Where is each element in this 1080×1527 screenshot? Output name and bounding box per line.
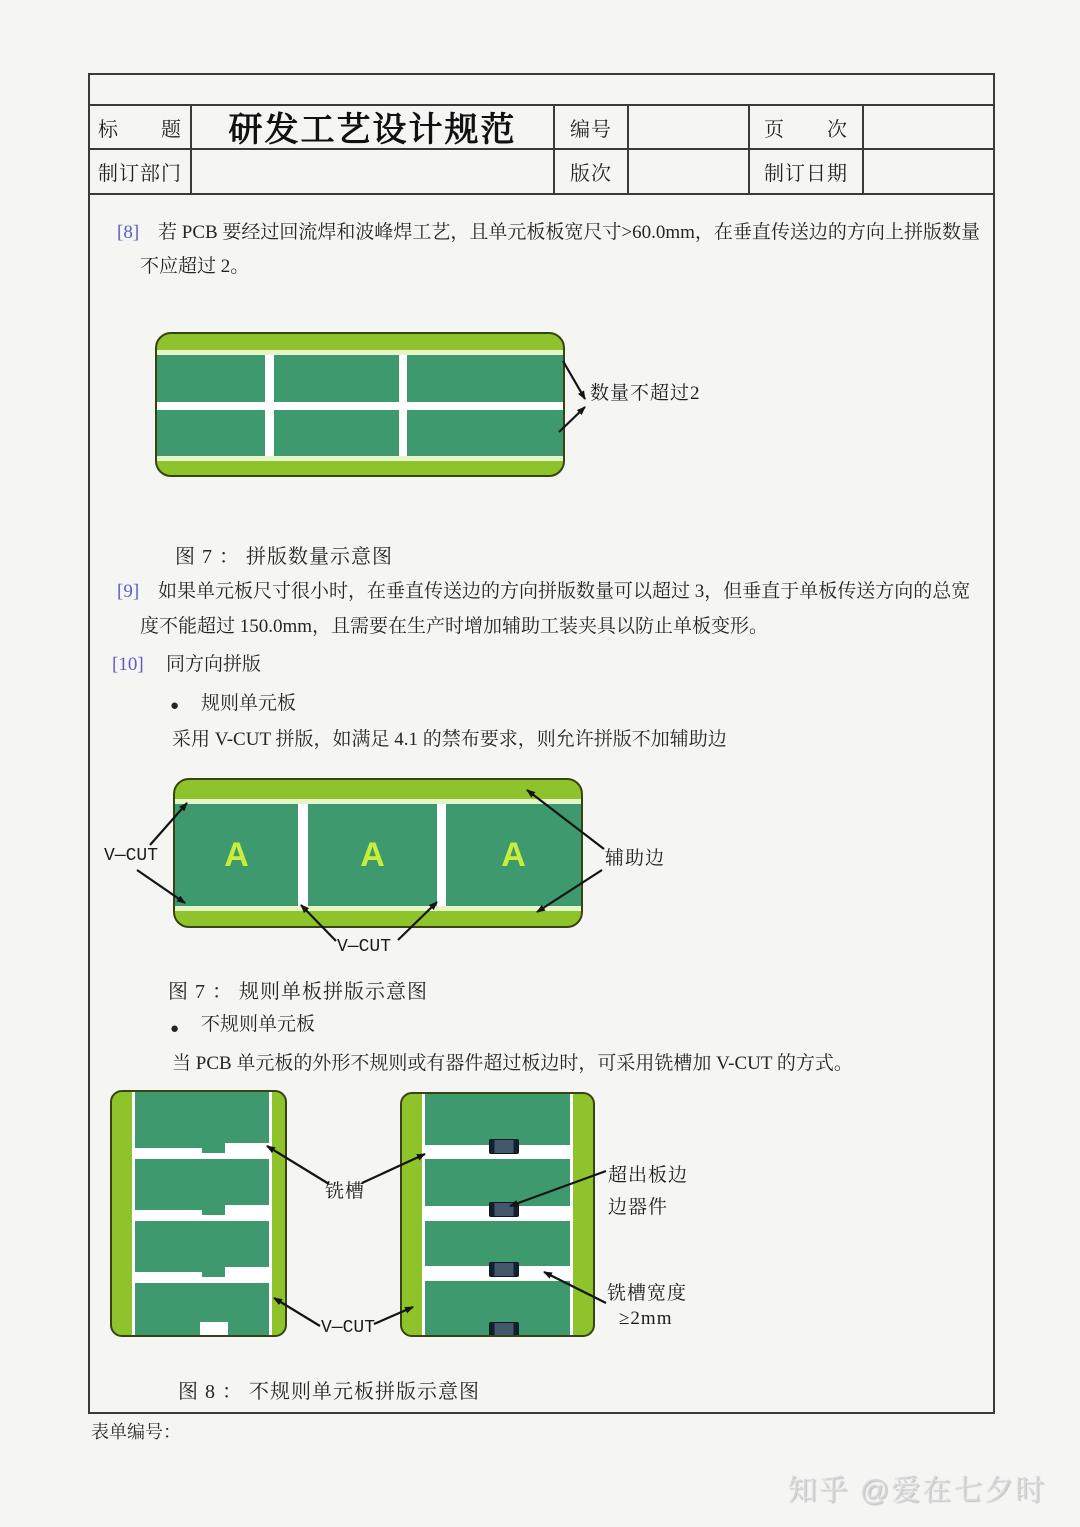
board-tab: [202, 1267, 225, 1277]
board-step: [135, 1205, 207, 1210]
unit-board: [274, 355, 399, 402]
header-rev-value: [629, 150, 748, 193]
diagram2-vcut-left-label: V—CUT: [104, 846, 159, 866]
irregular-rule-text: 当 PCB 单元板的外形不规则或有器件超过板边时，可采用铣槽加 V-CUT 的方式。: [172, 1053, 853, 1074]
header-title-label: 标 题: [98, 118, 182, 141]
diagram2-vcut-bottom-label: V—CUT: [337, 937, 392, 957]
header-page-label: 页 次: [764, 118, 848, 141]
edge-notch: [200, 1322, 228, 1335]
overhanging-component: [489, 1139, 519, 1154]
bullet-regular-label: 规则单元板: [201, 693, 297, 714]
clause-8-number: [8]: [117, 222, 140, 243]
overhanging-component: [489, 1262, 519, 1277]
overhanging-component: [489, 1202, 519, 1217]
clause-9-number: [9]: [117, 581, 140, 602]
header-dept-label: 制订部门: [98, 163, 182, 185]
bullet-icon: ●: [170, 698, 180, 714]
header-date-label: 制订日期: [764, 163, 848, 185]
diagram3-left-pcb-panel: [110, 1090, 287, 1337]
watermark: 知乎 @爱在七夕时: [788, 1475, 1047, 1507]
board-tab: [202, 1143, 225, 1153]
diagram3-right-pcb-panel: [400, 1092, 595, 1337]
diagram3-vcut-label: V—CUT: [321, 1318, 376, 1338]
header-date-value: [864, 150, 993, 193]
diagram3-slot-width-label-line2: ≥2mm: [619, 1308, 673, 1329]
header-no-label: 编号: [570, 118, 612, 141]
figure7b-caption: 图 7 ： 规则单板拼版示意图: [168, 981, 428, 1003]
pale-separator: [157, 456, 563, 461]
clause-10-text: 同方向拼版: [166, 654, 262, 675]
clause-9-line1: 如果单元板尺寸很小时，在垂直传送边的方向拼版数量可以超过 3，但垂直于单板传送方向的总宽: [158, 581, 971, 602]
diagram2-aux-edge-label: 辅助边: [605, 848, 666, 869]
unit-board: [274, 410, 399, 456]
unit-board: [407, 410, 563, 456]
clause-8-line2: 不应超过 2。: [140, 256, 250, 277]
diagram3-overhang-label-line1: 超出板边: [608, 1165, 689, 1186]
header-rev-label: 版次: [570, 163, 612, 185]
diagram2-pcb-panel: [173, 778, 583, 928]
board-tab: [202, 1205, 225, 1215]
unit-board-a: A: [175, 804, 298, 906]
figure8-caption: 图 8 ： 不规则单元板拼版示意图: [178, 1381, 480, 1403]
form-number-label: 表单编号：: [91, 1422, 181, 1442]
header-page-value: [864, 106, 993, 148]
clause-9-line2: 度不能超过 150.0mm，且需要在生产时增加辅助工装夹具以防止单板变形。: [140, 616, 769, 637]
figure7a-caption: 图 7 ： 拼版数量示意图: [175, 546, 393, 568]
board-step: [135, 1143, 207, 1148]
overhanging-component: [489, 1322, 519, 1337]
header-no-value: [629, 106, 748, 148]
rail-gap: [570, 1094, 573, 1335]
bullet-irregular-label: 不规则单元板: [201, 1014, 316, 1035]
bullet-icon: ●: [170, 1021, 180, 1037]
header-dept-value: [192, 150, 553, 193]
board-step: [135, 1267, 207, 1272]
clause-10-number: [10]: [112, 654, 144, 675]
diagram3-slot-width-label-line1: 铣槽宽度: [607, 1283, 688, 1304]
unit-board-a: A: [446, 804, 581, 906]
diagram3-slot-label: 铣槽: [325, 1181, 366, 1202]
unit-board-a: A: [308, 804, 437, 906]
header-line-bottom: [88, 193, 995, 195]
pale-separator: [175, 906, 581, 911]
rail-gap: [269, 1092, 272, 1335]
unit-board: [157, 410, 265, 456]
regular-rule-text: 采用 V-CUT 拼版，如满足 4.1 的禁布要求，则允许拼版不加辅助边: [172, 729, 727, 750]
unit-board: [157, 355, 265, 402]
unit-board: [407, 355, 563, 402]
clause-8-line1: 若 PCB 要经过回流焊和波峰焊工艺，且单元板板宽尺寸>60.0mm，在垂直传送边的方向上拼版数量: [158, 222, 980, 243]
diagram1-pcb-panel: [155, 332, 565, 477]
document-title: 研发工艺设计规范: [228, 111, 517, 149]
diagram3-overhang-label-line2: 边器件: [608, 1197, 669, 1218]
diagram1-count-label: 数量不超过2: [590, 383, 701, 404]
